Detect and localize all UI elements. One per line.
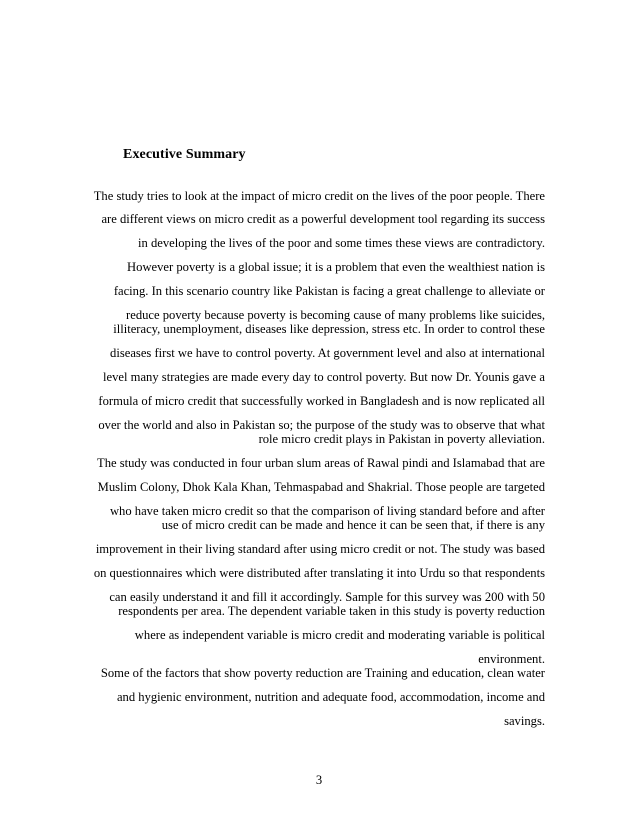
body-line: reduce poverty because poverty is becoming cause of many problems like suicides, (126, 308, 545, 322)
body-line: savings. (504, 714, 545, 728)
body-line: diseases first we have to control poverty. At government level and also at international (110, 346, 545, 360)
body-line: The study tries to look at the impact of micro credit on the lives of the poor people. There (93, 189, 545, 203)
body-line: can easily understand it and fill it accordingly. Sample for this survey was 200 with 50 (109, 590, 545, 604)
section-heading: Executive Summary (123, 147, 246, 162)
body-line: over the world and also in Pakistan so; the purpose of the study was to observe that what (98, 418, 545, 432)
body-line: in developing the lives of the poor and some times these views are contradictory. (138, 236, 545, 250)
body-line: improvement in their living standard after using micro credit or not. The study was based (95, 542, 545, 556)
page-number: 3 (315, 773, 323, 787)
body-line: and hygienic environment, nutrition and adequate food, accommodation, income and (116, 690, 545, 704)
body-line: where as independent variable is micro credit and moderating variable is political (134, 628, 545, 642)
body-line: Some of the factors that show poverty reduction are Training and education, clean water (100, 666, 545, 680)
body-line: formula of micro credit that successfully worked in Bangladesh and is now replicated all (98, 394, 545, 408)
body-line: are different views on micro credit as a powerful development tool regarding its success (101, 212, 545, 226)
body-line: respondents per area. The dependent variable taken in this study is poverty reduction (118, 604, 545, 618)
body-line: role micro credit plays in Pakistan in poverty alleviation. (258, 432, 545, 446)
body-line: on questionnaires which were distributed after translating it into Urdu so that respondents (93, 566, 545, 580)
body-line: The study was conducted in four urban slum areas of Rawal pindi and Islamabad that are (97, 456, 545, 470)
body-line: use of micro credit can be made and hence it can be seen that, if there is any (161, 518, 545, 532)
body-line: illiteracy, unemployment, diseases like depression, stress etc. In order to control these (113, 322, 545, 336)
body-line: level many strategies are made every day to control poverty. But now Dr. Younis gave a (103, 370, 545, 384)
body-line: environment. (478, 652, 545, 666)
body-line: Muslim Colony, Dhok Kala Khan, Tehmaspabad and Shakrial. Those people are targeted (97, 480, 545, 494)
body-line: facing. In this scenario country like Pakistan is facing a great challenge to alleviate or (113, 284, 545, 298)
body-line: who have taken micro credit so that the comparison of living standard before and after (109, 504, 545, 518)
body-line: However poverty is a global issue; it is a problem that even the wealthiest nation is (127, 260, 545, 274)
